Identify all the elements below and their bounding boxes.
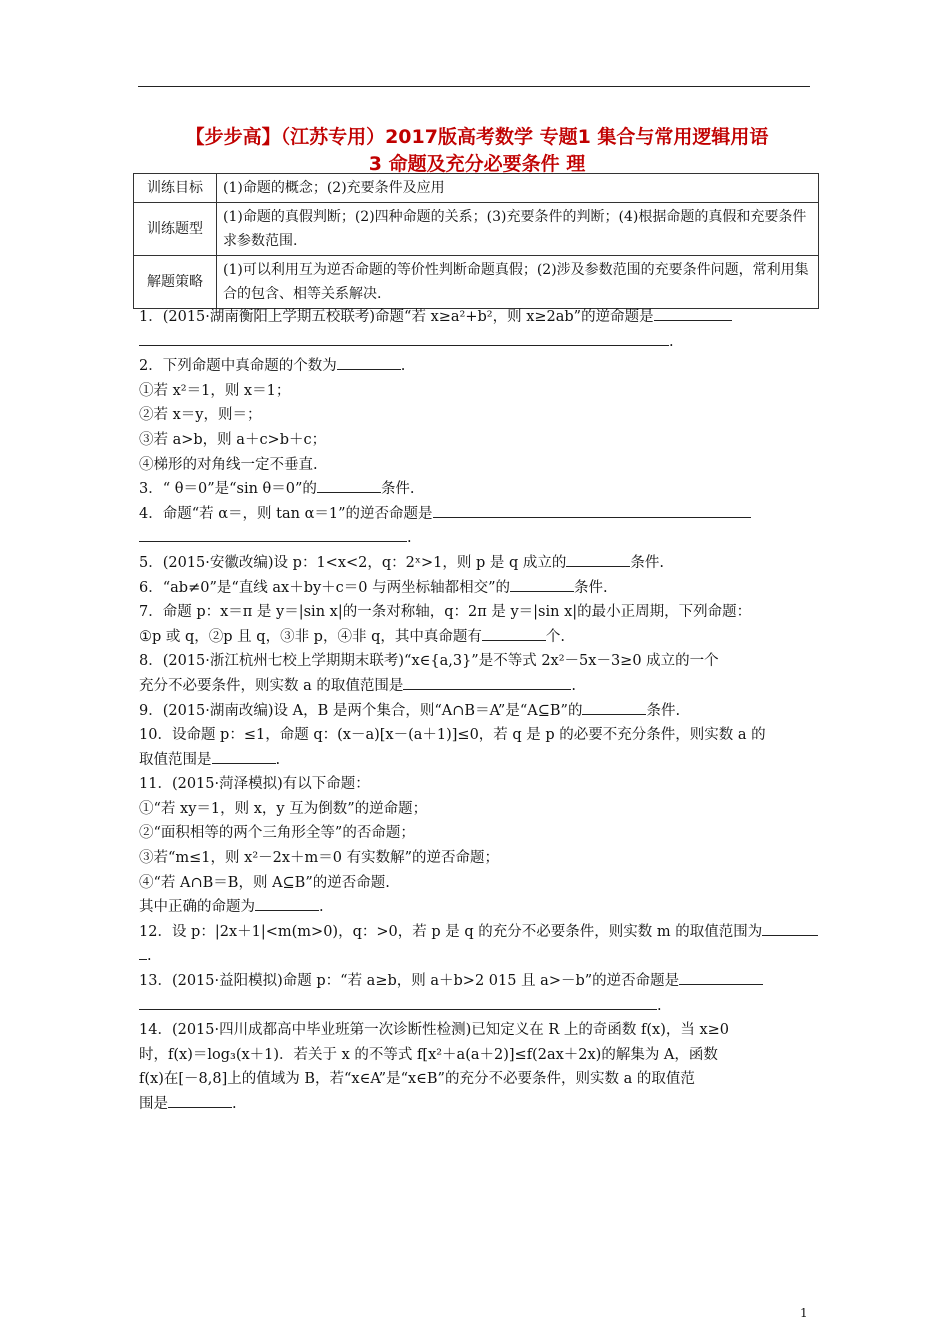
question-9: 9．(2015·湖南改编)设 A，B 是两个集合，则“A∩B＝A”是“A⊆B”的 条件. [139, 699, 814, 724]
page-number: 1 [800, 1306, 808, 1320]
question-1: 1．(2015·湖南衡阳上学期五校联考)命题“若 x≥a²+b²，则 x≥2ab”的逆命题是 [139, 305, 814, 330]
question-1-continued: . [139, 330, 814, 355]
question-2-item: ④梯形的对角线一定不垂直. [139, 456, 318, 473]
answer-blank[interactable] [510, 577, 574, 592]
question-11-item: ④“若 A∩B＝B，则 A⊆B”的逆否命题. [139, 874, 390, 891]
question-2-item: ③若 a>b，则 a＋c>b＋c； [139, 431, 327, 448]
question-12: 12．设 p：|2x＋1|<m(m>0)，q：>0，若 p 是 q 的充分不必要条件，则实数 m 的取值范围为 [139, 920, 814, 945]
question-13-continued: . [139, 994, 814, 1019]
table-key: 解题策略 [134, 256, 217, 309]
question-14: 14．(2015·四川成都高中毕业班第一次诊断性检测)已知定义在 R 上的奇函数 f(x)，当 x≥0 [139, 1022, 730, 1039]
answer-blank[interactable] [566, 552, 630, 567]
answer-blank[interactable] [762, 921, 818, 936]
document-title [132, 124, 822, 178]
table-value: (1)命题的概念；(2)充要条件及应用 [217, 174, 819, 203]
table-key: 训练题型 [134, 203, 217, 256]
answer-blank[interactable] [482, 626, 546, 641]
question-7-continued: ①p 或 q，②p 且 q，③非 p，④非 q，其中真命题有 个. [139, 625, 814, 650]
question-4-continued: . [139, 526, 814, 551]
title-line-2: 3 命题及充分必要条件 理 [368, 153, 586, 175]
answer-blank[interactable] [212, 749, 276, 764]
question-13: 13．(2015·益阳模拟)命题 p：“若 a≥b，则 a＋b>2 015 且 a>－b”的逆否命题是 [139, 969, 814, 994]
answer-blank[interactable] [433, 503, 751, 518]
answer-blank[interactable] [654, 306, 732, 321]
table-row [134, 174, 819, 203]
question-11-item: ②“面积相等的两个三角形全等”的否命题； [139, 825, 415, 842]
question-11-item: ①“若 xy＝1，则 x，y 互为倒数”的逆命题； [139, 800, 428, 817]
table-value: (1)可以利用互为逆否命题的等价性判断命题真假；(2)涉及参数范围的充要条件问题，常利用集合的包含、相等关系解决. [217, 256, 819, 309]
answer-blank[interactable] [255, 896, 319, 911]
answer-blank[interactable] [168, 1093, 232, 1108]
question-list [139, 305, 814, 1117]
answer-blank[interactable] [679, 970, 763, 985]
answer-blank[interactable] [139, 527, 407, 542]
question-10: 10．设命题 p：≤1，命题 q：(x－a)[x－(a＋1)]≤0，若 q 是 p 的必要不充分条件，则实数 a 的 [139, 727, 766, 744]
question-11-answer: 其中正确的命题为 . [139, 895, 814, 920]
question-8: 8．(2015·浙江杭州七校上学期期末联考)“x∈{a,3}”是不等式 2x²－5x－3≥0 成立的一个 [139, 653, 719, 670]
answer-blank[interactable] [139, 331, 669, 346]
table-row [134, 203, 819, 256]
question-5: 5．(2015·安徽改编)设 p：1<x<2，q：2ˣ>1，则 p 是 q 成立的 条件. [139, 551, 814, 576]
answer-blank[interactable] [337, 355, 401, 370]
question-14-continued: 围是 . [139, 1092, 814, 1117]
title-line-1: 【步步高】（江苏专用）2017版高考数学 专题1 集合与常用逻辑用语 [185, 126, 769, 148]
question-14-continued: 时，f(x)＝log₃(x＋1)．若关于 x 的不等式 f[x²＋a(a＋2)]≤f(2ax＋2x)的解集为 A，函数 [139, 1046, 718, 1063]
question-3: 3．“ θ＝0”是“sin θ＝0”的 条件. [139, 477, 814, 502]
question-7: 7．命题 p：x＝π 是 y＝|sin x|的一条对称轴，q：2π 是 y＝|sin x|的最小正周期，下列命题： [139, 604, 752, 621]
question-4: 4．命题“若 α＝，则 tan α＝1”的逆否命题是 [139, 502, 814, 527]
question-10-continued: 取值范围是 . [139, 748, 814, 773]
header-rule [138, 86, 810, 87]
answer-blank[interactable] [317, 478, 381, 493]
table-value: (1)命题的真假判断；(2)四种命题的关系；(3)充要条件的判断；(4)根据命题的真假和充要条件求参数范围. [217, 203, 819, 256]
question-11-item: ③若“m≤1，则 x²－2x＋m＝0 有实数解”的逆否命题； [139, 850, 500, 867]
question-2: 2．下列命题中真命题的个数为 . [139, 354, 814, 379]
question-12-continued: . [139, 944, 814, 969]
answer-blank[interactable] [403, 675, 571, 690]
question-6: 6．“ab≠0”是“直线 ax＋by＋c＝0 与两坐标轴都相交”的 条件. [139, 576, 814, 601]
question-11: 11．(2015·菏泽模拟)有以下命题： [139, 776, 370, 793]
training-info-table [133, 173, 819, 309]
table-key: 训练目标 [134, 174, 217, 203]
answer-blank[interactable] [582, 700, 646, 715]
answer-blank[interactable] [139, 995, 657, 1010]
answer-blank[interactable] [139, 945, 147, 960]
question-8-continued: 充分不必要条件，则实数 a 的取值范围是 . [139, 674, 814, 699]
question-14-continued: f(x)在[－8,8]上的值域为 B，若“x∈A”是“x∈B”的充分不必要条件，则实数 a 的取值范 [139, 1071, 695, 1088]
table-row [134, 256, 819, 309]
question-2-item: ②若 x＝y，则＝； [139, 407, 262, 424]
question-2-item: ①若 x²＝1，则 x＝1； [139, 382, 291, 399]
